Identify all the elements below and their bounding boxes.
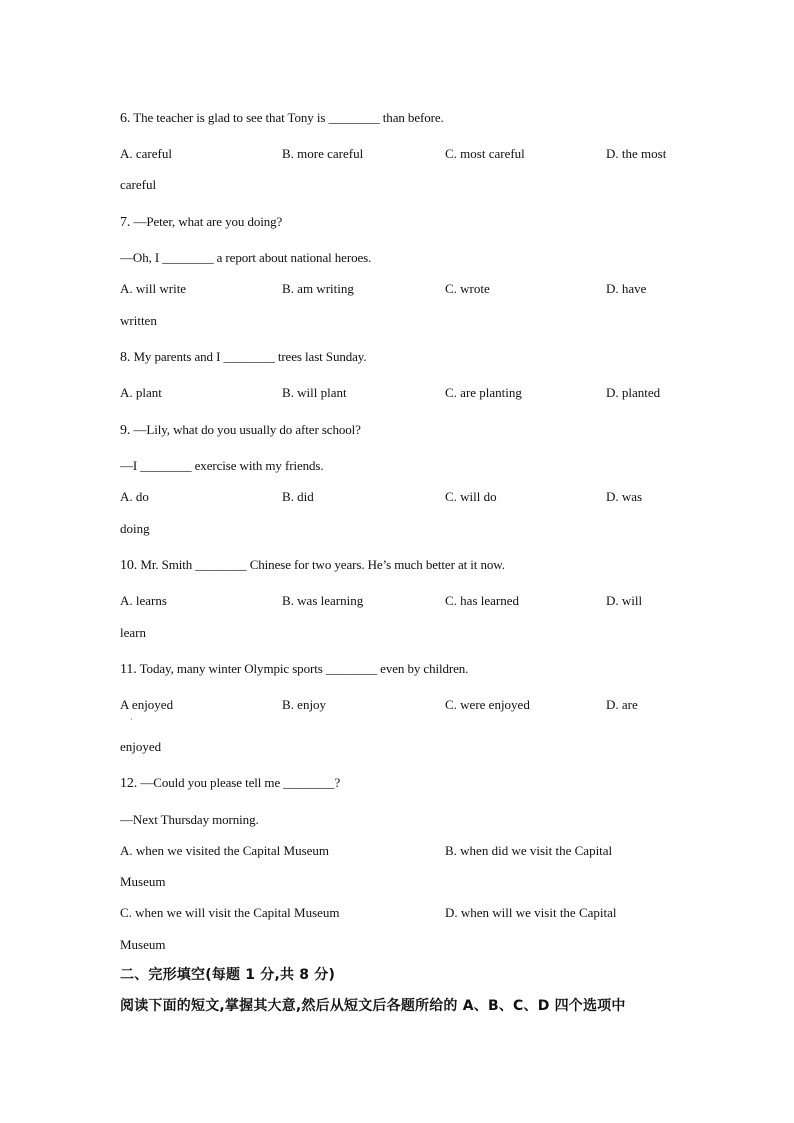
option-c: C. were enjoyed [445,697,530,712]
question-text: —Could you please tell me ________? [140,775,341,790]
question-text: The teacher is glad to see that Tony is ________ than before. [133,110,444,125]
option-wrap-text: learn [120,625,146,640]
question-text: Mr. Smith ________ Chinese for two years. He’s much better at it now. [140,557,505,572]
option-c: C. wrote [445,281,490,296]
option-d: D. the most [606,146,667,161]
question-9-stem [120,422,361,439]
option-wrap-text: careful [120,177,157,192]
option-b: B. enjoy [282,697,327,712]
stray-mark: · [130,715,133,724]
option-wrap-text: written [120,313,157,328]
question-9-response: —I ________ exercise with my friends. [120,458,324,473]
question-number: 9. [120,423,131,438]
question-number: 10. [120,558,138,573]
option-a: A. do [120,489,149,504]
option-b: B. did [282,489,314,504]
option-wrap-text: enjoyed [120,739,162,754]
question-text: —Peter, what are you doing? [133,214,283,229]
option-d: D. when will we visit the Capital [445,905,617,920]
option-c: C. will do [445,489,497,504]
question-6-stem [120,110,444,127]
question-12-stem [120,775,340,792]
question-11-stem [120,661,468,678]
question-text: Today, many winter Olympic sports ________ even by children. [139,661,469,676]
option-wrap-text: Museum [120,937,166,952]
option-a: A. careful [120,146,172,161]
option-wrap-text: Museum [120,874,166,889]
option-b: B. was learning [282,593,364,608]
option-b: B. more careful [282,146,364,161]
question-7-stem [120,214,282,231]
question-10-stem [120,557,505,574]
question-text: —Lily, what do you usually do after school? [133,422,361,437]
option-d: D. was [606,489,643,504]
option-d: D. planted [606,385,661,400]
question-number: 11. [120,662,137,677]
question-number: 12. [120,776,138,791]
option-wrap-text: doing [120,521,150,536]
option-b: B. when did we visit the Capital [445,843,613,858]
section-heading: 二、完形填空(每题 1 分,共 8 分) [120,967,336,983]
option-d: D. will [606,593,643,608]
option-a: A. learns [120,593,167,608]
option-a: A enjoyed [120,697,174,712]
section-instruction: 阅读下面的短文,掌握其大意,然后从短文后各题所给的 A、B、C、D 四个选项中 [120,998,626,1014]
option-a: A. will write [120,281,187,296]
option-d: D. are [606,697,638,712]
question-8-stem [120,349,367,366]
option-c: C. most careful [445,146,525,161]
question-7-response: —Oh, I ________ a report about national heroes. [120,250,372,265]
question-12-response: —Next Thursday morning. [120,812,259,827]
option-c: C. has learned [445,593,520,608]
question-number: 7. [120,215,131,230]
option-b: B. am writing [282,281,354,296]
question-number: 6. [120,111,131,126]
option-c: C. are planting [445,385,522,400]
option-d: D. have [606,281,647,296]
option-a: A. plant [120,385,162,400]
question-number: 8. [120,350,131,365]
option-b: B. will plant [282,385,347,400]
question-text: My parents and I ________ trees last Sunday. [133,349,367,364]
option-c: C. when we will visit the Capital Museum [120,905,340,920]
option-a: A. when we visited the Capital Museum [120,843,330,858]
